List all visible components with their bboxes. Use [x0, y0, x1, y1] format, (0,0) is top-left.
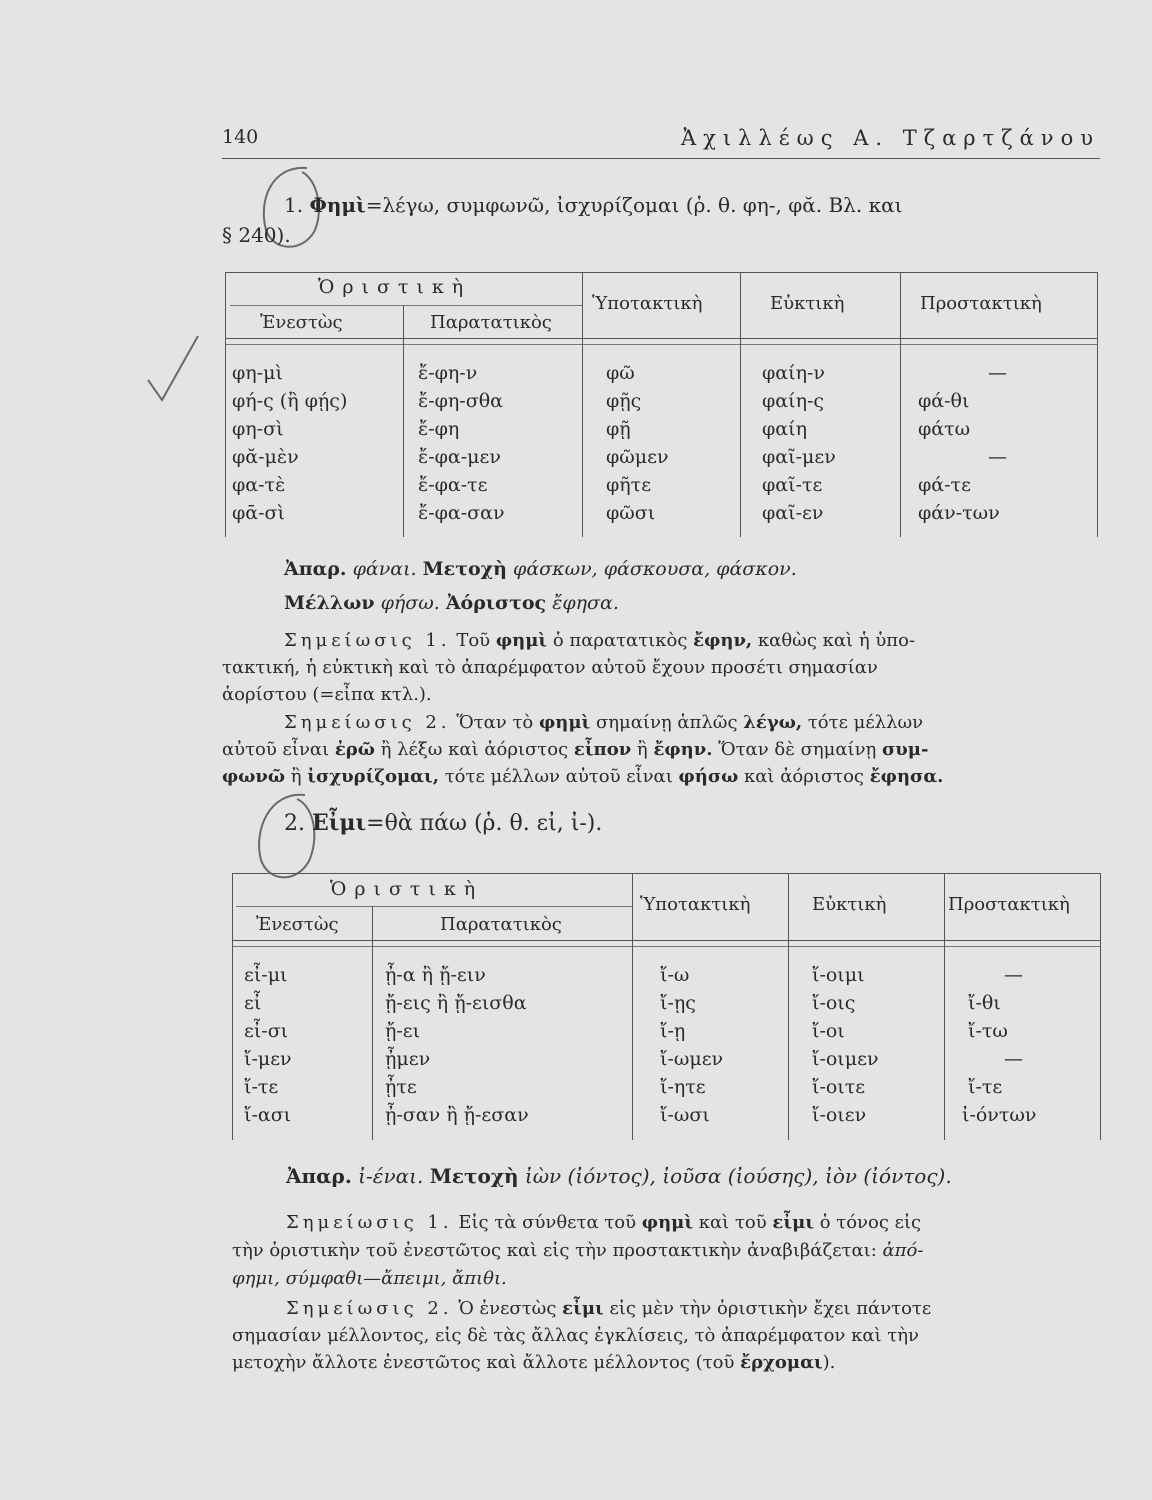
sec2-note2-line1: Σημείωσις 2. Ὁ ἐνεστὼς εἶμι εἰς μὲν τὴν ὁριστικὴν ἔχει πάντοτε [286, 1298, 932, 1319]
sec1-forms-line1: Ἀπαρ. φάναι. Μετοχὴ φάσκων, φάσκουσα, φάσκον. [284, 558, 797, 580]
sec2-note1-line2: τὴν ὁριστικὴν τοῦ ἐνεστῶτος καὶ εἰς τὴν προστακτικὴν ἀναβιβάζεται: ἀπό- [232, 1240, 924, 1261]
t2-col-enestos: Ἐνεστὼς [256, 914, 339, 935]
sec2-forms: Ἀπαρ. ἰ-έναι. Μετοχὴ ἰὼν (ἰόντος), ἰοῦσα (ἰούσης), ἰὸν (ἰόντος). [286, 1164, 952, 1188]
sec1-heading [284, 194, 902, 216]
sec1-note1-line3: ἀορίστου (=εἶπα κτλ.). [222, 684, 432, 705]
sec1-note2-line3: φωνῶ ἢ ἰσχυρίζομαι, τότε μέλλων αὐτοῦ εἶναι φήσω καὶ ἀόριστος ἔφησα. [222, 766, 944, 787]
sec2-note2-line2: σημασίαν μέλλοντος, εἰς δὲ τὰς ἄλλας ἐγκλίσεις, τὸ ἀπαρέμφατον καὶ τὴν [232, 1325, 919, 1346]
t1-col-prostaktiki: Προστακτικὴ [920, 293, 1042, 314]
page-number: 140 [222, 126, 259, 148]
sec1-def: =λέγω, συμφωνῶ, ἰσχυρίζομαι (ῥ. θ. φη-, φᾰ. Βλ. και [365, 193, 903, 217]
sec2-note2-line3: μετοχὴν ἄλλοτε ἐνεστῶτος καὶ ἄλλοτε μέλλοντος (τοῦ ἔρχομαι). [232, 1352, 836, 1373]
t2-col-paratatikos: Παρατατικὸς [440, 914, 562, 935]
t1-col-eyktiki: Εὐκτικὴ [770, 293, 845, 314]
t2-group-header: Ὁριστικὴ [330, 878, 484, 900]
t1-col-enestos: Ἐνεστὼς [260, 312, 343, 333]
running-header [222, 124, 1100, 159]
t1-col-ypotaktiki: Ὑποτακτικὴ [592, 293, 703, 314]
running-title: Ἀχιλλέως Α. Τζαρτζάνου [681, 126, 1100, 150]
sec2-note1-line3: φημι, σύμφαθι—ἄπειμι, ἄπιθι. [232, 1268, 507, 1289]
t2-col-eyktiki: Εὐκτικὴ [812, 894, 887, 915]
t1-group-header: Ὁριστικὴ [318, 276, 472, 298]
t2-col-prostaktiki: Προστακτικὴ [948, 894, 1070, 915]
t1-col-paratatikos: Παρατατικὸς [430, 312, 552, 333]
sec2-note1-line1: Σημείωσις 1. Εἰς τὰ σύνθετα τοῦ φημὶ καὶ τοῦ εἶμι ὁ τόνος εἰς [286, 1212, 922, 1233]
sec1-note1-line2: τακτική, ἡ εὐκτικὴ καὶ τὸ ἀπαρέμφατον αὐτοῦ ἔχουν προσέτι σημασίαν [222, 657, 878, 678]
sec1-note2-line2: αὐτοῦ εἶναι ἐρῶ ἢ λέξω καὶ ἀόριστος εἶπον ἢ ἔφην. Ὅταν δὲ σημαίνῃ συμ- [222, 739, 929, 760]
sec1-forms-line2: Μέλλων φήσω. Ἀόριστος ἔφησα. [284, 592, 619, 614]
sec1-note2-line1: Σημείωσις 2. Ὅταν τὸ φημὶ σημαίνῃ ἁπλῶς λέγω, τότε μέλλων [284, 712, 924, 733]
t2-col-ypotaktiki: Ὑποτακτικὴ [640, 894, 751, 915]
sec2-heading [284, 810, 602, 837]
sec1-def-line2: § 240). [222, 223, 291, 247]
sec1-verb: Φημὶ [309, 193, 366, 217]
sec2-verb: Εἶμι [312, 810, 367, 836]
sec1-note1-line1: Σημείωσις 1. Τοῦ φημὶ ὁ παρατατικὸς ἔφην, καθὼς καὶ ἡ ὑπο- [284, 630, 916, 651]
sec2-num: 2. [284, 811, 305, 836]
sec2-def: =θὰ πάω (ῥ. θ. εἰ, ἰ-). [366, 811, 603, 836]
sec1-num: 1. [284, 193, 304, 217]
pencil-check-mark [144, 330, 204, 410]
